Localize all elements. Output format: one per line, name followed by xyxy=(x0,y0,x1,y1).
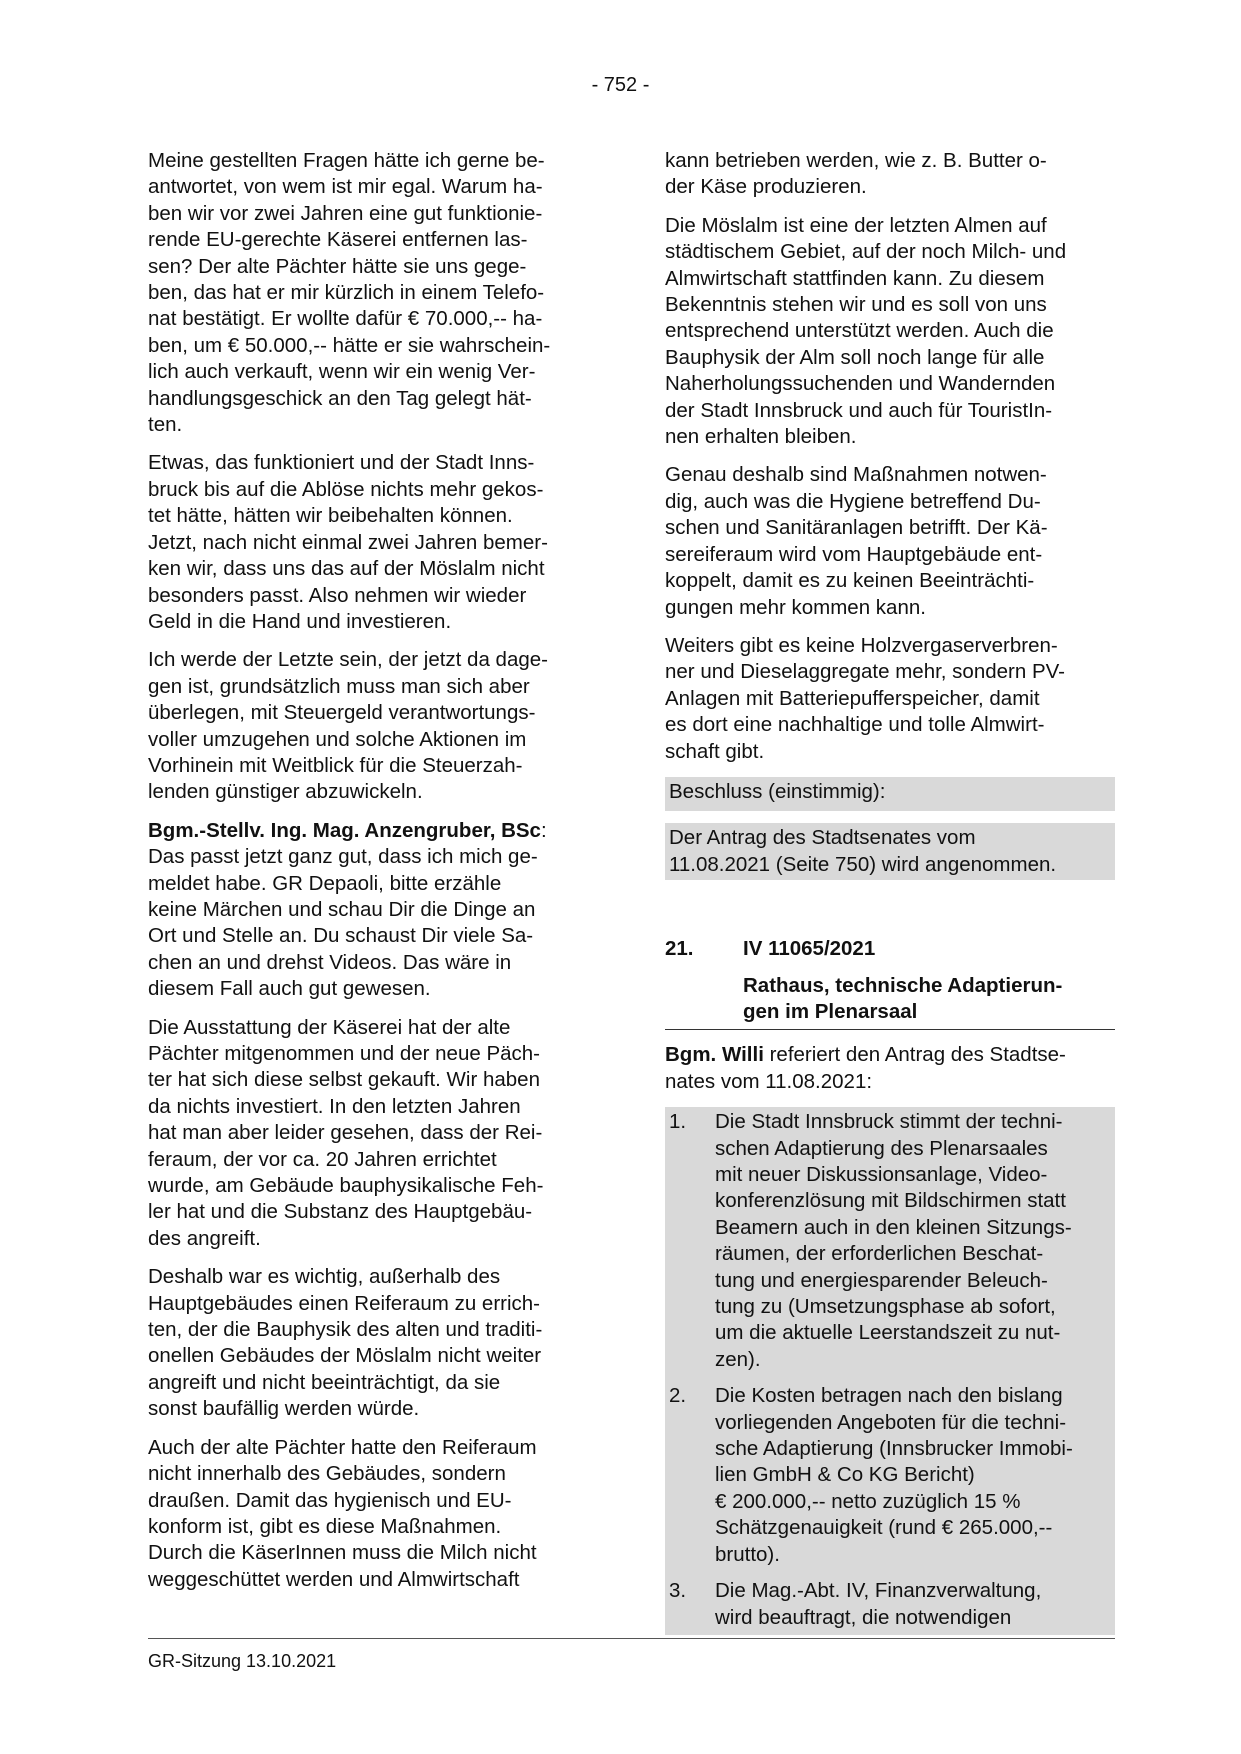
item-text: Die Mag.-Abt. IV, Finanzverwaltung, wird beauftragt, die notwendigen xyxy=(715,1579,1042,1629)
item-text: Die Stadt Innsbruck stimmt der techni- schen Adaptierung des Plenarsaales mit neuer Diskussionsanlage, Video- konferenzlösung mit Bildschirmen statt Beamern auch in den kleinen Sitzungs- räumen, der erforderlichen Beschat- tung und energiesparender Beleuch- tung zu (Umsetzungsphase ab sofort, um die aktuelle Leerstandszeit zu nut- zen). xyxy=(715,1110,1072,1371)
footer-divider xyxy=(148,1638,1115,1639)
agenda-number: 21. xyxy=(665,937,694,961)
item-text: Die Kosten betragen nach den bislang vorliegenden Angeboten für die techni- sche Adaptierung (Innsbrucker Immobi- lien GmbH & Co KG Bericht) € 200.000,-- netto zuzüglich 15 % Schätzgenauigkeit (rund € 265.000,-- brutto). xyxy=(715,1384,1073,1566)
paragraph: Die Möslalm ist eine der letzten Almen auf städtischem Gebiet, auf der noch Milch- und Almwirtschaft stattfinden kann. Zu diesem Bekenntnis stehen wir und es soll von uns entsprechend unterstützt werden. Auch die Bauphysik der Alm soll noch lange für alle Naherholungssuchenden und Wandernden der Stadt Innsbruck und auch für TouristIn- nen erhalten bleiben. xyxy=(665,213,1067,449)
list-item xyxy=(669,1383,1111,1568)
paragraph: Deshalb war es wichtig, außerhalb des Hauptgebäudes einen Reiferaum zu errich- ten, der die Bauphysik des alten und traditi- onellen Gebäudes der Möslalm nicht weiter angreift und nicht beeinträchtigt, da sie sonst baufällig werden würde. xyxy=(148,1265,543,1421)
right-column xyxy=(665,148,1115,1635)
resolution-text: Der Antrag des Stadtsenates vom 11.08.2021 (Seite 750) wird angenommen. xyxy=(669,826,1057,876)
paragraph: Ich werde der Letzte sein, der jetzt da dage- gen ist, grundsätzlich muss man sich aber überlegen, mit Steuergeld verantwortungs- voller umzugehen und solche Aktionen im Vorhinein mit Weitblick für die Steuerzah- lenden günstiger abzuwickeln. xyxy=(148,648,548,804)
resolution-title: Beschluss (einstimmig): xyxy=(669,779,886,803)
speech-text: Das passt jetzt ganz gut, dass ich mich ge- meldet habe. GR Depaoli, bitte erzähle keine Märchen und schau Dir die Dinge an Ort und Stelle an. Du schaust Dir viele Sa- chen an und drehst Videos. Das wäre in diesem Fall auch gut gewesen. xyxy=(148,845,538,1001)
agenda-title: Rathaus, technische Adaptierun- gen im Plenarsaal xyxy=(743,973,1063,1023)
item-number: 2. xyxy=(669,1384,687,1408)
resolution-list-box xyxy=(665,1107,1115,1635)
paragraph: Meine gestellten Fragen hätte ich gerne be- antwortet, von wem ist mir egal. Warum ha- ben wir vor zwei Jahren eine gut funktionie- rende EU-gerechte Käserei entfernen las- sen? Der alte Pächter hätte sie uns gege- ben, das hat er mir kürzlich in einem Telefo- nat bestätigt. Er wollte dafür € 70.000,-- ha- ben, um € 50.000,-- hätte er sie wahrschein- lich auch verkauft, wenn wir ein wenig Ver- handlungsgeschick an den Tag gelegt hät- ten. xyxy=(148,149,551,437)
agenda-heading xyxy=(665,936,1115,1030)
intro-paragraph xyxy=(665,1042,1115,1095)
paragraph: Auch der alte Pächter hatte den Reiferaum nicht innerhalb des Gebäudes, sondern draußen. Damit das hygienisch und EU- konform ist, gibt es diese Maßnahmen. Durch die KäserInnen muss die Milch nicht weggeschüttet werden und Almwirtschaft xyxy=(148,1435,537,1591)
agenda-code: IV 11065/2021 xyxy=(743,937,876,961)
left-column xyxy=(148,148,600,1605)
resolution-box xyxy=(665,777,1115,811)
list-item xyxy=(669,1109,1111,1373)
list-item xyxy=(669,1578,1111,1631)
intro-text: referiert den Antrag des Stadtse- nates vom 11.08.2021: xyxy=(665,1043,1066,1093)
speaker-name: Bgm.-Stellv. Ing. Mag. Anzengruber, BSc xyxy=(148,818,541,842)
resolution-text-box xyxy=(665,823,1115,880)
page-number: - 752 - xyxy=(591,74,650,96)
footer-text: GR-Sitzung 13.10.2021 xyxy=(148,1651,337,1671)
speaker-paragraph xyxy=(148,818,600,1003)
paragraph: Etwas, das funktioniert und der Stadt Inns- bruck bis auf die Ablöse nichts mehr gekos- tet hätte, hätten wir beibehalten können. Jetzt, nach nicht einmal zwei Jahren bemer- ken wir, dass uns das auf der Möslalm nicht besonders passt. Also nehmen wir wieder Geld in die Hand und investieren. xyxy=(148,451,548,633)
speaker-colon: : xyxy=(540,818,547,842)
item-number: 3. xyxy=(669,1579,687,1603)
paragraph: kann betrieben werden, wie z. B. Butter o- der Käse produzieren. xyxy=(665,149,1047,199)
intro-speaker: Bgm. Willi xyxy=(665,1043,764,1067)
paragraph: Genau deshalb sind Maßnahmen notwen- dig, auch was die Hygiene betreffend Du- schen und Sanitäranlagen betrifft. Der Kä- sereiferaum wird vom Hauptgebäude ent- koppelt, damit es zu keinen Beeinträchti- gungen mehr kommen kann. xyxy=(665,463,1048,619)
item-number: 1. xyxy=(669,1110,687,1134)
resolution-list xyxy=(665,1107,1115,1635)
agenda-row xyxy=(665,936,1115,962)
paragraph: Weiters gibt es keine Holzvergaserverbren- ner und Dieselaggregate mehr, sondern PV- Anlagen mit Batteriepufferspeicher, damit es dort eine nachhaltige und tolle Almwirt- schaft gibt. xyxy=(665,633,1066,763)
paragraph: Die Ausstattung der Käserei hat der alte Pächter mitgenommen und der neue Päch- ter hat sich diese selbst gekauft. Wir haben da nichts investiert. In den letzten Jahren hat man aber leider gesehen, dass der Rei- feraum, der vor ca. 20 Jahren errichtet wurde, am Gebäude bauphysikalische Feh- ler hat und die Substanz des Hauptgebäu- des angreift. xyxy=(148,1015,544,1250)
